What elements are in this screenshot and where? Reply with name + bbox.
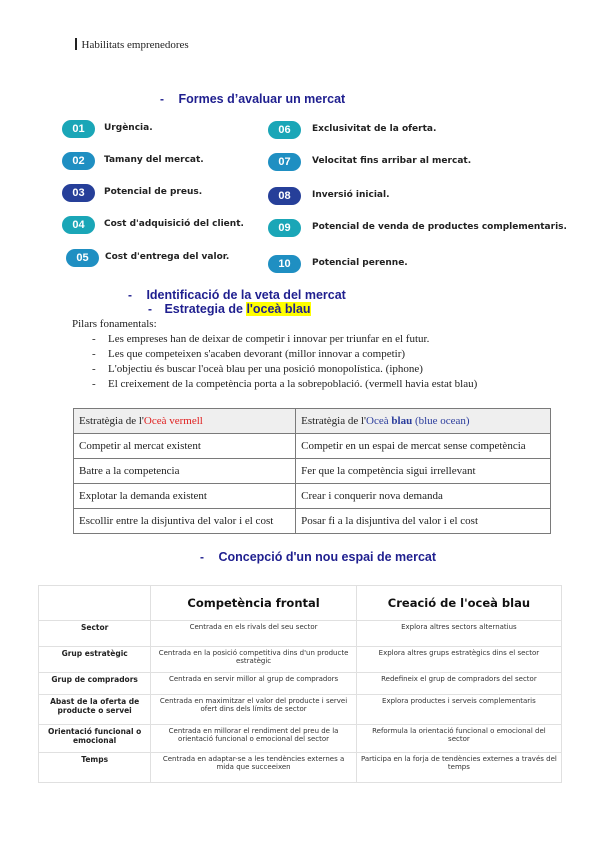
number-badge: 10 [268, 255, 301, 273]
list-item: - Les empreses han de deixar de competir i innovar per triunfar en el futur. [72, 332, 477, 347]
table-cell: Explotar la demanda existent [74, 484, 296, 509]
number-badge: 05 [66, 249, 99, 267]
section-veta-heading: - Identificació de la veta del mercat [128, 288, 346, 302]
table-cell: Explora productes i serveis complementaris [356, 695, 561, 725]
header-title: Habilitats emprenedores [81, 39, 189, 51]
section-concepcio-title: Concepció d'un nou espai de mercat [218, 550, 437, 564]
number-badge: 02 [62, 152, 95, 170]
number-badge: 08 [268, 187, 301, 205]
table-cell: Posar fi a la disjuntiva del valor i el cost [296, 509, 551, 534]
criteria-label: Potencial perenne. [312, 258, 408, 268]
table-row [74, 484, 551, 509]
table-row [74, 434, 551, 459]
table-cell: Centrada en millorar el rendiment del preu de la orientació funcional o emocional del sector [151, 725, 357, 753]
list-item: - L'objectiu és buscar l'oceà blau per una posició monopolística. (iphone) [72, 362, 477, 377]
criteria-label: Cost d'entrega del valor. [105, 252, 230, 262]
number-badge: 04 [62, 216, 95, 234]
page-header [75, 38, 189, 51]
table-cell: Centrada en maximitzar el valor del producte i servei ofert dins dels límits de sector [151, 695, 357, 725]
criteria-label: Velocitat fins arribar al mercat. [312, 156, 472, 166]
list-item: - El creixement de la competència porta a la sobrepoblació. (vermell havia estat blau) [72, 377, 477, 392]
criteria-label: Urgència. [104, 123, 153, 133]
section-formes-heading: - Formes d’avaluar un mercat [160, 92, 346, 106]
row-label: Abast de la oferta de producte o servei [39, 695, 151, 725]
table-row [74, 459, 551, 484]
table-cell: Centrada en servir millor al grup de compradors [151, 673, 357, 695]
section-ocea-title-prefix: Estrategia de [164, 302, 247, 316]
table-cell: Participa en la forja de tendències externes a través del temps [356, 753, 561, 783]
header-competencia-frontal: Competència frontal [151, 586, 357, 621]
number-badge: 01 [62, 120, 95, 138]
row-label: Grup estratègic [39, 647, 151, 673]
number-badge: 03 [62, 184, 95, 202]
criteria-label: Potencial de preus. [104, 187, 203, 197]
table-cell: Centrada en els rivals del seu sector [151, 621, 357, 647]
table-corner-cell [39, 586, 151, 621]
table-row [39, 621, 562, 647]
table-cell: Escollir entre la disjuntiva del valor i el cost [74, 509, 296, 534]
table-cell: Explora altres sectors alternatius [356, 621, 561, 647]
table-cell: Batre a la competencia [74, 459, 296, 484]
number-badge: 06 [268, 121, 301, 139]
section-ocea-title-highlight: l'oceà blau [246, 302, 311, 316]
pilars-list [72, 332, 477, 392]
table-header-row [74, 409, 551, 434]
row-label: Grup de compradors [39, 673, 151, 695]
table-cell: Redefineix el grup de compradors del sector [356, 673, 561, 695]
table-row [39, 695, 562, 725]
table-cell: Reformula la orientació funcional o emocional del sector [356, 725, 561, 753]
table-cell: Centrada en la posició competitiva dins d'un producte estratègic [151, 647, 357, 673]
criteria-label: Exclusivitat de la oferta. [312, 124, 437, 134]
table-row [39, 647, 562, 673]
header-blue-ocean: Estratègia de l'Oceà blau (blue ocean) [296, 409, 551, 434]
table-cell: Competir en un espai de mercat sense competència [296, 434, 551, 459]
table-cell: Competir al mercat existent [74, 434, 296, 459]
list-item: - Les que competeixen s'acaben devorant (millor innovar a competir) [72, 347, 477, 362]
table-cell: Fer que la competència sigui irrellevant [296, 459, 551, 484]
table-row [39, 673, 562, 695]
section-veta-title: Identificació de la veta del mercat [146, 288, 346, 302]
table-cell: Centrada en adaptar-se a les tendències externes a mida que succeeixen [151, 753, 357, 783]
number-badge: 07 [268, 153, 301, 171]
section-concepcio-heading: - Concepció d'un nou espai de mercat [200, 550, 437, 564]
criteria-label: Potencial de venda de productes complementaris. [312, 222, 567, 232]
criteria-label: Tamany del mercat. [104, 155, 204, 165]
row-label: Orientació funcional o emocional [39, 725, 151, 753]
pilars-title: Pilars fonamentals: [72, 318, 157, 330]
header-divider [75, 38, 77, 50]
row-label: Sector [39, 621, 151, 647]
criteria-label: Cost d'adquisició del client. [104, 219, 244, 229]
table-row [39, 753, 562, 783]
number-badge: 09 [268, 219, 301, 237]
table-row [74, 509, 551, 534]
market-space-table [38, 585, 562, 783]
table-header-row [39, 586, 562, 621]
section-ocea-heading: - Estrategia de l'oceà blau [148, 302, 311, 316]
ocean-comparison-table [73, 408, 551, 534]
header-red-ocean: Estratègia de l'Oceà vermell [74, 409, 296, 434]
table-row [39, 725, 562, 753]
header-creacio-ocea-blau: Creació de l'oceà blau [356, 586, 561, 621]
row-label: Temps [39, 753, 151, 783]
table-cell: Explora altres grups estratègics dins el sector [356, 647, 561, 673]
section-formes-title: Formes d’avaluar un mercat [178, 92, 346, 106]
table-cell: Crear i conquerir nova demanda [296, 484, 551, 509]
criteria-label: Inversió inicial. [312, 190, 390, 200]
